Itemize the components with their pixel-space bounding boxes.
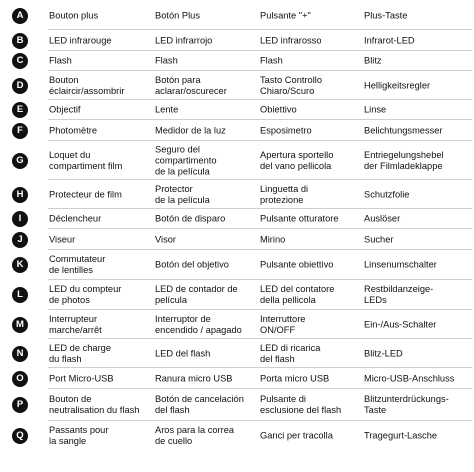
cell-fr: Bouton éclaircir/assombrir bbox=[49, 74, 125, 96]
cell-it: Esposimetro bbox=[260, 125, 312, 135]
table-row bbox=[0, 209, 474, 229]
table-row bbox=[0, 339, 474, 368]
cell-it: Ganci per tracolla bbox=[260, 430, 333, 441]
cell-de: Plus-Taste bbox=[364, 10, 408, 21]
table-row bbox=[0, 180, 474, 209]
table-row bbox=[0, 120, 474, 141]
cell-de: Helligkeitsregler bbox=[364, 80, 431, 90]
cell-de: Linsenumschalter bbox=[364, 259, 437, 270]
cell-de: Micro-USB-Anschluss bbox=[364, 373, 455, 383]
cell-es: Botón de disparo bbox=[155, 213, 226, 224]
cell-fr: Viseur bbox=[49, 234, 76, 244]
table-row bbox=[0, 280, 474, 310]
table-row bbox=[0, 421, 474, 451]
row-letter-badge: K bbox=[12, 257, 28, 273]
cell-de: Linse bbox=[364, 104, 387, 115]
cell-de: Blitzunterdrückungs- Taste bbox=[364, 394, 449, 415]
cell-it: LED di ricarica del flash bbox=[260, 342, 321, 364]
cell-fr: Bouton plus bbox=[49, 10, 99, 21]
table-row bbox=[0, 250, 474, 280]
cell-es: Visor bbox=[155, 234, 177, 244]
row-letter-badge: D bbox=[12, 78, 28, 94]
row-letter-badge: L bbox=[12, 287, 28, 303]
row-letter-badge: G bbox=[12, 153, 28, 169]
cell-es: Aros para la correa de cuello bbox=[155, 425, 235, 446]
row-letter-badge: O bbox=[12, 371, 28, 387]
table-row bbox=[0, 310, 474, 339]
row-letter-badge: M bbox=[12, 317, 28, 333]
cell-de: Restbildanzeige- LEDs bbox=[364, 284, 434, 305]
cell-de: Entriegelungshebel der Filmladeklappe bbox=[364, 149, 444, 171]
table-row bbox=[0, 368, 474, 389]
cell-it: Pulsante di esclusione del flash bbox=[260, 394, 342, 415]
cell-es: LED del flash bbox=[155, 348, 211, 358]
table-row bbox=[0, 229, 474, 250]
cell-it: Linguetta di protezione bbox=[260, 183, 309, 205]
cell-de: Ein-/Aus-Schalter bbox=[364, 319, 437, 329]
cell-fr: LED de charge du flash bbox=[49, 342, 112, 364]
cell-de: Infrarot-LED bbox=[364, 35, 415, 45]
table-row bbox=[0, 100, 474, 120]
cell-de: Blitz bbox=[364, 55, 382, 66]
row-letter-badge: H bbox=[12, 187, 28, 203]
row-letter-badge: F bbox=[12, 123, 28, 139]
table-row bbox=[0, 141, 474, 180]
cell-fr: Interrupteur marche/arrêt bbox=[49, 313, 102, 335]
cell-it: Mirino bbox=[260, 234, 286, 244]
cell-es: LED infrarrojo bbox=[155, 35, 213, 45]
cell-fr: LED du compteur de photos bbox=[49, 284, 122, 305]
cell-es: Medidor de la luz bbox=[155, 125, 226, 135]
table-row bbox=[0, 71, 474, 100]
cell-es: Botón del objetivo bbox=[155, 259, 229, 270]
row-letter-badge: C bbox=[12, 53, 28, 69]
cell-de: Schutzfolie bbox=[364, 189, 410, 199]
cell-es: Seguro del compartimento de la película bbox=[155, 144, 217, 176]
cell-fr: Bouton de neutralisation du flash bbox=[49, 394, 140, 415]
cell-es: Botón Plus bbox=[155, 10, 200, 21]
cell-es: Lente bbox=[155, 104, 179, 115]
cell-it: Porta micro USB bbox=[260, 373, 330, 383]
cell-fr: Loquet du compartiment film bbox=[49, 149, 123, 171]
cell-fr: Flash bbox=[49, 55, 72, 66]
row-letter-badge: Q bbox=[12, 428, 28, 444]
cell-es: Botón de cancelación del flash bbox=[155, 394, 244, 415]
cell-fr: Commutateur de lentilles bbox=[49, 254, 106, 275]
row-letter-badge: N bbox=[12, 346, 28, 362]
cell-fr: Passants pour la sangle bbox=[49, 425, 109, 446]
table-row bbox=[0, 51, 474, 71]
cell-es: Interruptor de encendido / apagado bbox=[155, 313, 242, 335]
cell-de: Auslöser bbox=[364, 213, 401, 224]
row-letter-badge: A bbox=[12, 8, 28, 24]
cell-it: Pulsante otturatore bbox=[260, 213, 339, 224]
row-letter-badge: P bbox=[12, 397, 28, 413]
table-row bbox=[0, 30, 474, 51]
cell-it: Obiettivo bbox=[260, 104, 297, 115]
cell-fr: Protecteur de film bbox=[49, 189, 122, 199]
cell-de: Sucher bbox=[364, 234, 394, 244]
cell-de: Blitz-LED bbox=[364, 348, 403, 358]
row-letter-badge: I bbox=[12, 211, 28, 227]
row-letter-badge: B bbox=[12, 33, 28, 49]
cell-fr: Port Micro-USB bbox=[49, 373, 114, 383]
cell-it: LED infrarosso bbox=[260, 35, 322, 45]
cell-fr: Déclencheur bbox=[49, 213, 102, 224]
cell-it: Pulsante "+" bbox=[260, 10, 311, 21]
cell-it: LED del contatore della pellicola bbox=[260, 284, 335, 305]
cell-fr: Photomètre bbox=[49, 125, 98, 135]
cell-es: LED de contador de película bbox=[155, 284, 238, 305]
cell-it: Interruttore ON/OFF bbox=[260, 313, 306, 335]
cell-es: Ranura micro USB bbox=[155, 373, 233, 383]
cell-es: Protector de la película bbox=[155, 183, 210, 205]
row-letter-badge: E bbox=[12, 102, 28, 118]
cell-de: Tragegurt-Lasche bbox=[364, 430, 438, 441]
table-row bbox=[0, 2, 474, 30]
row-letter-badge: J bbox=[12, 232, 28, 248]
cell-it: Flash bbox=[260, 55, 283, 66]
cell-it: Apertura sportello del vano pellicola bbox=[260, 149, 334, 171]
table-row bbox=[0, 389, 474, 421]
cell-es: Botón para aclarar/oscurecer bbox=[155, 74, 227, 96]
cell-fr: Objectif bbox=[49, 104, 81, 115]
cell-es: Flash bbox=[155, 55, 178, 66]
cell-de: Belichtungsmesser bbox=[364, 125, 443, 135]
cell-it: Pulsante obiettivo bbox=[260, 259, 334, 270]
cell-fr: LED infrarouge bbox=[49, 35, 112, 45]
cell-it: Tasto Controllo Chiaro/Scuro bbox=[260, 74, 323, 96]
